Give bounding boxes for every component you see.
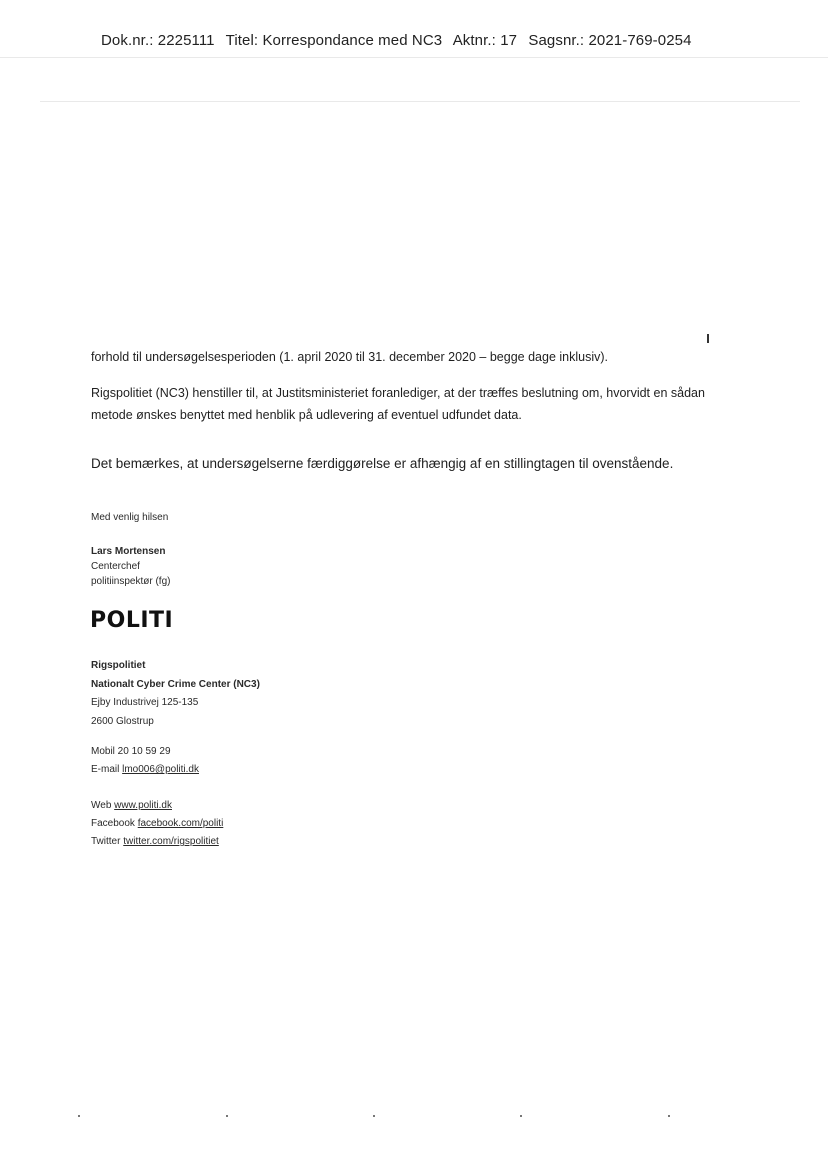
contact-block [91,743,199,779]
org-unit: Nationalt Cyber Crime Center (NC3) [91,678,260,690]
scan-dot [668,1115,670,1117]
scan-dot [78,1115,80,1117]
web-link[interactable]: www.politi.dk [114,800,172,811]
web-row [91,797,223,815]
signer-block [91,544,170,589]
facebook-link[interactable]: facebook.com/politi [137,818,224,829]
org-street: Ejby Industrivej 125-135 [91,697,199,708]
body-paragraph-1: forhold til undersøgelsesperioden (1. april 2020 til 31. december 2020 – begge dage inklusiv). [91,350,608,364]
web-links-block [91,797,223,851]
org-name: Rigspolitiet [91,660,146,671]
scan-streak [0,57,828,58]
doc-number: Dok.nr.: 2225111 [101,32,215,49]
scan-dot [520,1115,522,1117]
scan-dot [373,1115,375,1117]
body-paragraph-2: Rigspolitiet (NC3) henstiller til, at Justitsministeriet foranlediger, at der træffes beslutning om, hvorvidt en sådan metode ønskes benyttet med henblik på udlevering af eventuel udfundet data. [91,386,705,422]
doc-title: Titel: Korrespondance med NC3 [225,32,443,49]
organization-block [91,657,260,731]
email-label: E-mail [91,764,120,775]
body-paragraph-3: Det bemærkes, at undersøgelserne færdiggørelse er afhængig af en stillingtagen til ovenstående. [91,456,674,471]
akt-number: Aktnr.: 17 [452,32,518,49]
mobile-number: Mobil 20 10 59 29 [91,746,171,757]
email-link[interactable]: lmo006@politi.dk [122,764,199,775]
facebook-label: Facebook [91,818,135,829]
closing-greeting [91,510,168,525]
scan-streak [40,101,800,102]
document-header [101,32,699,49]
signer-rank: politiinspektør (fg) [91,576,171,587]
web-label: Web [91,800,112,811]
case-number: Sagsnr.: 2021-769-0254 [528,32,692,49]
twitter-row [91,833,223,851]
closing-text: Med venlig hilsen [91,512,169,523]
email-row [91,761,199,779]
signer-name: Lars Mortensen [91,546,166,557]
facebook-row [91,815,223,833]
twitter-label: Twitter [91,836,121,847]
signer-title: Centerchef [91,561,140,572]
scan-dot [226,1115,228,1117]
org-city: 2600 Glostrup [91,715,154,727]
stray-mark [707,334,709,343]
politi-logo: POLITI [90,608,174,633]
twitter-link[interactable]: twitter.com/rigspolitiet [123,836,219,847]
